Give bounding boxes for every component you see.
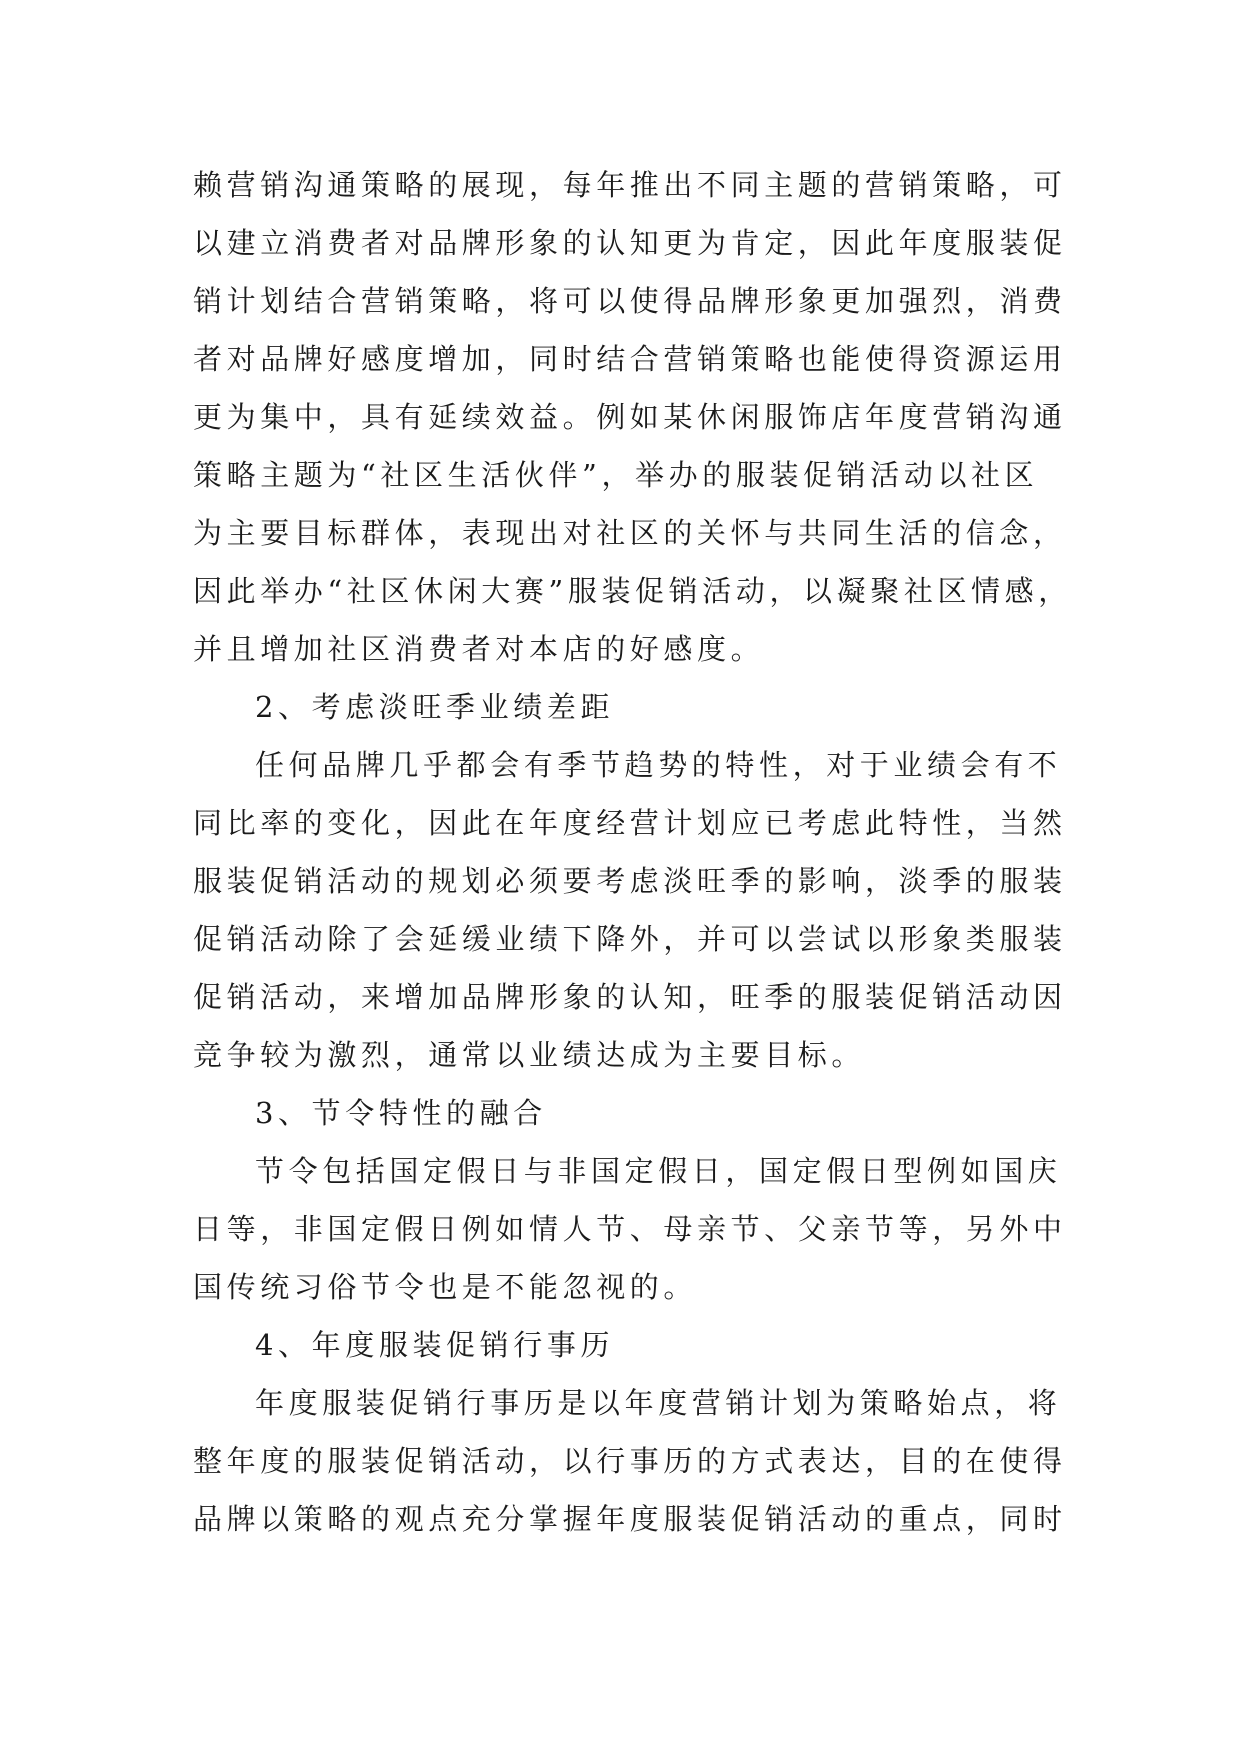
text-line: 促销活动除了会延缓业绩下降外，并可以尝试以形象类服装: [193, 922, 1067, 956]
text-line: 日等，非国定假日例如情人节、母亲节、父亲节等，另外中: [193, 1212, 1067, 1246]
text-line: 同比率的变化，因此在年度经营计划应已考虑此特性，当然: [193, 806, 1067, 840]
text-line: 促销活动，来增加品牌形象的认知，旺季的服装促销活动因: [193, 980, 1067, 1014]
text-line: 因此举办“社区休闲大赛”服装促销活动，以凝聚社区情感，: [193, 574, 1072, 608]
text-line: 服装促销活动的规划必须要考虑淡旺季的影响，淡季的服装: [193, 864, 1067, 898]
section-heading: 2、考虑淡旺季业绩差距: [255, 690, 615, 724]
text-line: 策略主题为“社区生活伙伴”，举办的服装促销活动以社区: [193, 458, 1039, 492]
section-heading: 4、年度服装促销行事历: [255, 1328, 615, 1362]
text-line: 为主要目标群体，表现出对社区的关怀与共同生活的信念，: [193, 516, 1067, 550]
text-line: 品牌以策略的观点充分掌握年度服装促销活动的重点，同时: [193, 1502, 1067, 1536]
text-line: 国传统习俗节令也是不能忽视的。: [193, 1270, 698, 1304]
text-line: 更为集中，具有延续效益。例如某休闲服饰店年度营销沟通: [193, 400, 1067, 434]
text-line: 者对品牌好感度增加，同时结合营销策略也能使得资源运用: [193, 342, 1067, 376]
text-line: 并且增加社区消费者对本店的好感度。: [193, 632, 765, 666]
text-line: 赖营销沟通策略的展现，每年推出不同主题的营销策略，可: [193, 168, 1067, 202]
text-line: 销计划结合营销策略，将可以使得品牌形象更加强烈，消费: [193, 284, 1067, 318]
text-line: 以建立消费者对品牌形象的认知更为肯定，因此年度服装促: [193, 226, 1067, 260]
text-line: 竞争较为激烈，通常以业绩达成为主要目标。: [193, 1038, 866, 1072]
document-body: [193, 156, 1072, 1548]
text-line: 整年度的服装促销活动，以行事历的方式表达，目的在使得: [193, 1444, 1067, 1478]
paragraph-start-line: 任何品牌几乎都会有季节趋势的特性，对于业绩会有不: [255, 748, 1062, 782]
paragraph-start-line: 节令包括国定假日与非国定假日，国定假日型例如国庆: [255, 1154, 1062, 1188]
paragraph-start-line: 年度服装促销行事历是以年度营销计划为策略始点，将: [255, 1386, 1062, 1420]
section-heading: 3、节令特性的融合: [255, 1096, 547, 1130]
